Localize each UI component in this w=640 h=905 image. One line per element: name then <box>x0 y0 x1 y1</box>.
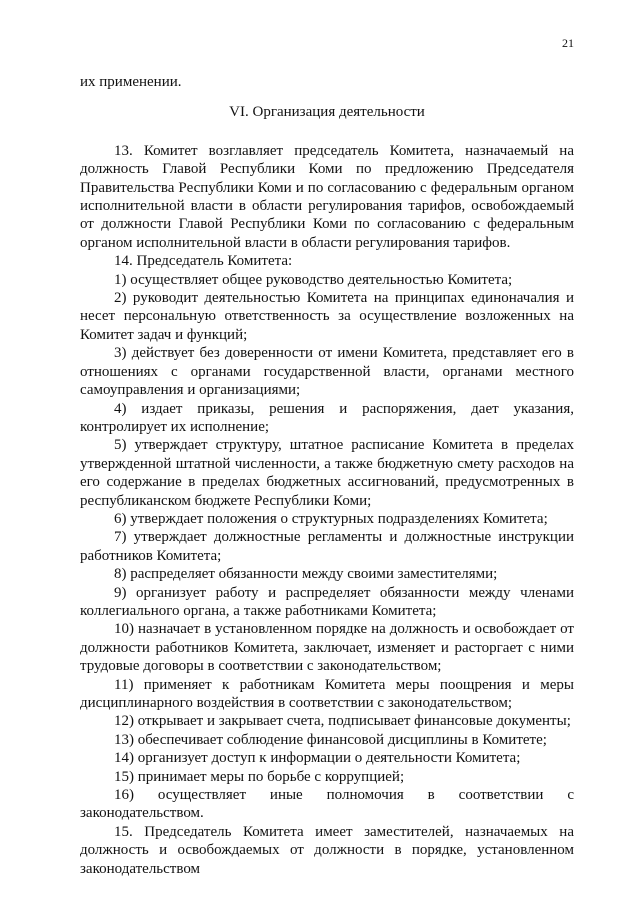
list-item-3: 3) действует без доверенности от имени Комитета, представляет его в отношениях с органами государственной власти, органами местного самоуправления и организациями; <box>80 345 574 399</box>
list-item-12: 12) открывает и закрывает счета, подписывает финансовые документы; <box>114 713 571 730</box>
paragraph-14: 14. Председатель Комитета: <box>114 253 293 270</box>
list-item-11: 11) применяет к работникам Комитета меры поощрения и меры дисциплинарного воздействия в соответствии с законодательством; <box>80 676 574 711</box>
section-heading: VI. Организация деятельности <box>229 104 425 121</box>
list-item-16: 16) осуществляет иные полномочия в соответствии с законодательством. <box>80 787 574 822</box>
page-number: 21 <box>562 36 574 50</box>
paragraph-15: 15. Председатель Комитета имеет заместителей, назначаемых на должность и освобождаемых от должности в порядке, установленном законодательством <box>80 823 574 877</box>
body-text <box>80 73 574 878</box>
list-item-14: 14) организует доступ к информации о деятельности Комитета; <box>114 750 521 767</box>
list-item-5: 5) утверждает структуру, штатное расписание Комитета в пределах утвержденной штатной численности, а также бюджетную смету расходов на его содержание в пределах бюджетных ассигнований, предусмотренных в республиканском бюджете Республики Коми; <box>80 437 574 509</box>
list-item-7: 7) утверждает должностные регламенты и должностные инструкции работников Комитета; <box>80 529 574 564</box>
continuation-line: их применении. <box>80 74 182 90</box>
list-item-6: 6) утверждает положения о структурных подразделениях Комитета; <box>114 510 548 527</box>
list-item-8: 8) распределяет обязанности между своими заместителями; <box>114 566 498 583</box>
list-item-4: 4) издает приказы, решения и распоряжения, дает указания, контролирует их исполнение; <box>80 400 574 435</box>
list-item-10: 10) назначает в установленном порядке на должность и освобождает от должности работников Комитета, заключает, изменяет и расторгает с ними трудовые договоры в соответствии с законодательством; <box>80 621 574 675</box>
paragraph-13: 13. Комитет возглавляет председатель Комитета, назначаемый на должность Главой Республики Коми по предложению Председателя Правительства Республики Коми и по согласованию с федеральным органом исполнительной власти в области регулирования тарифов, освобождаемый от должности Главой Республики Коми по согласованию с федеральным органом исполнительной власти в области регулирования тарифов. <box>80 142 574 251</box>
list-item-15: 15) принимает меры по борьбе с коррупцией; <box>114 768 405 785</box>
list-item-1: 1) осуществляет общее руководство деятельностью Комитета; <box>114 271 513 288</box>
list-item-2: 2) руководит деятельностью Комитета на принципах единоначалия и несет персональную ответственность за осуществление возложенных на Комитет задач и функций; <box>80 290 574 343</box>
list-item-13: 13) обеспечивает соблюдение финансовой дисциплины в Комитете; <box>114 731 547 748</box>
list-item-9: 9) организует работу и распределяет обязанности между членами коллегиального органа, а также работниками Комитета; <box>80 584 574 619</box>
